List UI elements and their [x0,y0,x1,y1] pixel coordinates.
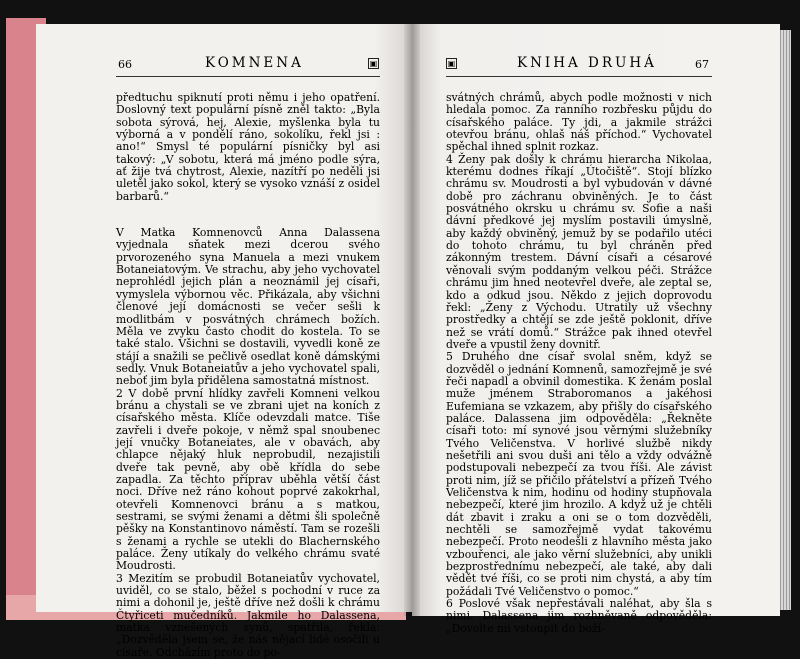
left-paragraph: předtuchu spiknutí proti němu i jeho opatření. Doslovný text populární písně zněl takto: „Byla sobota sýrová, hej, Alexie, myšlenka byla tu výborná a v pondělí ráno, sokolíku, řekl jsi : ano!“ Smysl té populární písničky byl asi takový: „V sobotu, která má jméno podle sýra, ať žije tvá chytrost, Alexie, nazítří po neděli jsi uletěl jako sokol, který se vysoko vznáší z osidel barbarů.“ [116,91,380,203]
left-paragraph: 3 Mezitím se probudil Botaneiatův vychovatel, uviděl, co se stalo, běžel s pochodní v ruce za nimi a dohonil je, ještě dříve než došli k chrámu Čtyřiceti mučedníků. Jakmile ho Dalassena, matka vznešených synů, spatřila, řekla: „Dozvěděla jsem se, že nás nějací lidé osočili u císaře. Odcházím proto do po- [116,571,380,659]
right-paragraph: 6 Poslové však nepřestávali naléhat, aby šla s nimi. Dalassena jim rozhněvaně odpověděla: „Dovolte mi vstoupit do boží- [446,597,712,635]
left-page-number: 66 [118,58,132,71]
right-header-rule [446,76,712,77]
right-paragraph: svátných chrámů, abych podle možnosti v nich hledala pomoc. Za ranního rozbřesku půjdu do císařského paláce. Ty jdi, a jakmile strážci otevřou bránu, ohlaš náš příchod.“ Vychovatel spěchal ihned splnit rozkaz. [446,91,712,154]
right-page-number: 67 [695,58,709,71]
right-paragraph: 4 Ženy pak došly k chrámu hierarcha Nikolaa, kterému dodnes říkají „Útočiště“. Stojí blízko chrámu sv. Moudrosti a byl vybudován v dávné době pro záchranu obviněných. Je to část posvátného okrsku u chrámu sv. Sofie a naši dávní předkové jej myslím postavili úmyslně, aby každý obviněný, jemuž by se podařilo utéci do tohoto chrámu, tu byl chráněn před zákonným trestem. Dávní císaři a césarové věnovali svým poddaným velkou péči. Strážce chrámu jim hned neotevřel dveře, ale zeptal se, kdo a odkud jsou. Někdo z jejich doprovodu řekl: „Ženy z Východu. Utratily už všechny prostředky a chtějí se zde ještě poklonit, dříve než se vrátí domů.“ Strážce pak ihned otevřel dveře a vpustil ženy dovnitř. [446,152,712,351]
left-page-text [116,92,380,659]
right-paragraph: 5 Druhého dne císař svolal sněm, když se dozvěděl o jednání Komnenů, samozřejmě je své řeči napadl a obvinil domestika. K ženám poslal muže jménem Straboromanos a jakéhosi Eufemiana se vzkazem, aby přišly do císařského paláce. Dalassena jim odpověděla: „Řekněte císaři toto: mí synové jsou věrnými služebníky Tvého Veličenstva. V horlivé službě nikdy nešetřili ani svou duši ani tělo a vždy odvážně podstupovali nebezpečí za tvou říši. Ale závist proti nim, jíž se přičilo přátelství a přízeň Tvého Veličenstva k nim, hodinu od hodiny stupňovala nebezpečí, které jim hrozilo. A když už je chtěli dát zbavit i zraku a oni se o tom dozvěděli, nechtěli se samozřejmě vydat takovému nebezpečí. Proto neodešli z hlavního města jako vzbouřenci, ale jako věrní služebníci, aby unikli bezprostřednímu nebezpečí, ale také, aby dali vědět tvé říši, co se proti nim chystá, a aby tím požádali Tvé Veličenstvo o pomoc.“ [446,350,712,598]
left-paragraph: V Matka Komnenovců Anna Dalassena vyjednala sňatek mezi dcerou svého prvorozeného syna Manuela a mezi vnukem Botaneiatovým. Ve strachu, aby jeho vychovatel neprohlédl jejich plán a neoznámil jej císaři, vymyslela výbornou věc. Přikázala, aby všichni členové její domácnosti se večer sešli k modlitbám v posvátných chrámech božích. Měla ve zvyku často chodit do kostela. To se také stalo. Všichni se dostavili, vyvedli koně ze stájí a snažili se pečlivě osedlat koně dámskými sedly. Vnuk Botaneiatův a jeho vychovatel spali, neboť jim byla přidělena samostatná místnost. [116,226,380,388]
left-paragraph: 2 V době první hlídky zavřeli Komneni velkou bránu a chystali se ve zbrani ujet na koních z císařského města. Klíče odevzdali matce. Tiše zavřeli i dveře pokoje, v němž spal snoubenec její vnučky Botaneiates, ale v obavách, aby chlapce nějaký hluk neprobudil, nezajistili dveře tak pevně, aby obě křídla do sebe zapadla. Za těchto příprav uběhla větší část noci. Dříve než ráno kohout poprvé zakokrhal, otevřeli Komnenovci bránu a s matkou, sestrami, se svými ženami a dětmi šli společně pěšky na Konstantinovo náměstí. Tam se rozešli s ženami a rychle se utekli do Blachernského paláce. Ženy utíkaly do velkého chrámu svaté Moudrosti. [116,386,380,573]
book-gutter [404,24,420,616]
right-page-text [446,92,712,635]
right-running-head: KNIHA DRUHÁ [517,55,657,71]
left-running-head: KOMNENA [205,55,304,71]
right-header-emblem-icon: ▣ [447,59,456,68]
left-header-rule [116,76,380,77]
left-header-emblem-icon: ▣ [369,59,378,68]
